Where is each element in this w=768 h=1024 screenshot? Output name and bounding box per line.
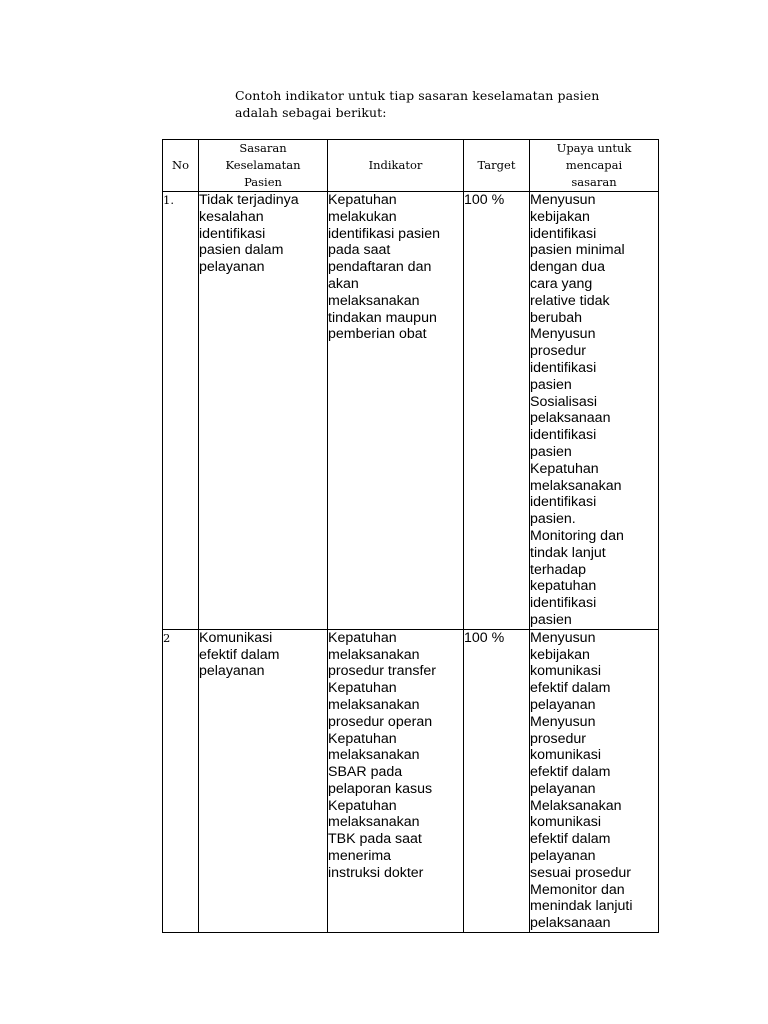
cell-upaya-line: Menyusun bbox=[530, 326, 596, 343]
cell-upaya-line: efektif dalam bbox=[530, 831, 611, 848]
cell-upaya-line: sesuai prosedur bbox=[530, 864, 631, 881]
patient-safety-indicator-table bbox=[162, 139, 659, 933]
cell-indikator-line: Kepatuhan bbox=[328, 192, 397, 208]
cell-upaya-line: identifikasi bbox=[530, 427, 597, 444]
cell-upaya-line: tindak lanjut bbox=[530, 544, 606, 561]
header-upaya bbox=[530, 140, 659, 192]
intro-line-1: Contoh indikator untuk tiap sasaran keselamatan pasien bbox=[235, 88, 600, 103]
cell-upaya-line: Monitoring dan bbox=[530, 527, 624, 544]
cell-indikator-line: Kepatuhan bbox=[328, 797, 397, 814]
cell-upaya-line: prosedur bbox=[530, 730, 586, 747]
cell-upaya-line: terhadap bbox=[530, 561, 587, 578]
table-row bbox=[163, 629, 659, 932]
cell-upaya bbox=[530, 192, 659, 630]
cell-upaya-line: berubah bbox=[530, 309, 583, 326]
header-sasaran bbox=[199, 140, 328, 192]
cell-upaya-line: identifikasi bbox=[530, 225, 597, 242]
header-indikator: Indikator bbox=[328, 140, 464, 192]
cell-indikator-line: prosedur operan bbox=[328, 713, 433, 730]
cell-upaya-line: komunikasi bbox=[530, 814, 601, 831]
cell-target: 100 % bbox=[464, 629, 530, 932]
cell-upaya-line: efektif dalam bbox=[530, 764, 611, 781]
cell-indikator-line: Kepatuhan bbox=[328, 730, 397, 747]
cell-upaya-line: pasien bbox=[530, 443, 572, 460]
cell-target: 100 % bbox=[464, 192, 530, 630]
cell-upaya-line: dengan dua bbox=[530, 259, 605, 276]
intro-paragraph bbox=[235, 87, 655, 121]
cell-sasaran-line: kesalahan bbox=[199, 208, 264, 225]
cell-sasaran-line: pelayanan bbox=[199, 663, 265, 680]
cell-no: 2 bbox=[163, 629, 199, 932]
cell-indikator bbox=[328, 192, 464, 630]
intro-line-2: adalah sebagai berikut: bbox=[235, 105, 387, 120]
cell-upaya-line: pasien minimal bbox=[530, 242, 625, 259]
table-row bbox=[163, 192, 659, 630]
cell-indikator-line: melakukan bbox=[328, 208, 397, 225]
cell-upaya-line: identifikasi bbox=[530, 359, 597, 376]
cell-indikator-line: menerima bbox=[328, 848, 392, 865]
cell-upaya-line: pelayanan bbox=[530, 780, 596, 797]
header-upaya-line: sasaran bbox=[571, 175, 617, 189]
cell-upaya-line: prosedur bbox=[530, 343, 586, 360]
cell-upaya bbox=[530, 629, 659, 932]
header-no: No bbox=[163, 140, 199, 192]
cell-sasaran-line: pelayanan bbox=[199, 259, 265, 276]
cell-indikator-line: akan bbox=[328, 275, 359, 292]
cell-upaya-line: Menyusun bbox=[530, 192, 596, 208]
cell-indikator-line: TBK pada saat bbox=[328, 831, 422, 848]
cell-upaya-line: pelayanan bbox=[530, 848, 596, 865]
cell-indikator-line: melaksanakan bbox=[328, 696, 420, 713]
header-upaya-line: mencapai bbox=[565, 158, 623, 172]
cell-upaya-line: identifikasi bbox=[530, 494, 597, 511]
cell-indikator-line: pemberian obat bbox=[328, 326, 427, 343]
cell-indikator-line: pada saat bbox=[328, 242, 391, 259]
cell-upaya-line: cara yang bbox=[530, 275, 593, 292]
cell-indikator-line: SBAR pada bbox=[328, 764, 403, 781]
header-sasaran-line: Pasien bbox=[244, 175, 282, 189]
cell-indikator-line: instruksi dokter bbox=[328, 864, 424, 881]
cell-upaya-line: kebijakan bbox=[530, 208, 590, 225]
cell-indikator bbox=[328, 629, 464, 932]
cell-upaya-line: Kepatuhan bbox=[530, 460, 599, 477]
header-upaya-line: Upaya untuk bbox=[556, 141, 632, 155]
cell-indikator-line: melaksanakan bbox=[328, 814, 420, 831]
cell-indikator-line: melaksanakan bbox=[328, 292, 420, 309]
cell-upaya-line: Sosialisasi bbox=[530, 393, 598, 410]
header-target: Target bbox=[464, 140, 530, 192]
cell-upaya-line: kepatuhan bbox=[530, 578, 597, 595]
cell-indikator-line: Kepatuhan bbox=[328, 680, 397, 697]
cell-indikator-line: pelaporan kasus bbox=[328, 780, 433, 797]
cell-indikator-line: pendaftaran dan bbox=[328, 259, 432, 276]
cell-upaya-line: pasien bbox=[530, 611, 572, 628]
cell-upaya-line: komunikasi bbox=[530, 747, 601, 764]
cell-indikator-line: Kepatuhan bbox=[328, 629, 397, 646]
cell-sasaran bbox=[199, 192, 328, 630]
header-sasaran-line: Sasaran bbox=[239, 141, 287, 155]
cell-indikator-line: tindakan maupun bbox=[328, 309, 437, 326]
cell-upaya-line: pelaksanaan bbox=[530, 915, 611, 932]
cell-sasaran-line: pasien dalam bbox=[199, 242, 284, 259]
cell-indikator-line: melaksanakan bbox=[328, 646, 420, 663]
cell-upaya-line: identifikasi bbox=[530, 595, 597, 612]
cell-upaya-line: pasien. bbox=[530, 511, 576, 528]
cell-upaya-line: pelayanan bbox=[530, 696, 596, 713]
cell-upaya-line: Menyusun bbox=[530, 713, 596, 730]
cell-indikator-line: identifikasi pasien bbox=[328, 225, 440, 242]
cell-upaya-line: komunikasi bbox=[530, 663, 601, 680]
table-header-row bbox=[163, 140, 659, 192]
cell-upaya-line: pasien bbox=[530, 376, 572, 393]
cell-sasaran-line: identifikasi bbox=[199, 225, 266, 242]
cell-upaya-line: menindak lanjuti bbox=[530, 898, 633, 915]
cell-upaya-line: Menyusun bbox=[530, 629, 596, 646]
cell-sasaran-line: efektif dalam bbox=[199, 646, 280, 663]
cell-sasaran-line: Komunikasi bbox=[199, 629, 273, 646]
cell-upaya-line: relative tidak bbox=[530, 292, 610, 309]
cell-no: 1. bbox=[163, 192, 199, 630]
cell-upaya-line: Memonitor dan bbox=[530, 881, 625, 898]
cell-upaya-line: kebijakan bbox=[530, 646, 590, 663]
cell-upaya-line: melaksanakan bbox=[530, 477, 622, 494]
cell-upaya-line: efektif dalam bbox=[530, 680, 611, 697]
cell-sasaran bbox=[199, 629, 328, 932]
cell-indikator-line: prosedur transfer bbox=[328, 663, 437, 680]
cell-upaya-line: pelaksanaan bbox=[530, 410, 611, 427]
cell-indikator-line: melaksanakan bbox=[328, 747, 420, 764]
cell-sasaran-line: Tidak terjadinya bbox=[199, 192, 299, 208]
cell-upaya-line: Melaksanakan bbox=[530, 797, 622, 814]
header-sasaran-line: Keselamatan bbox=[225, 158, 301, 172]
